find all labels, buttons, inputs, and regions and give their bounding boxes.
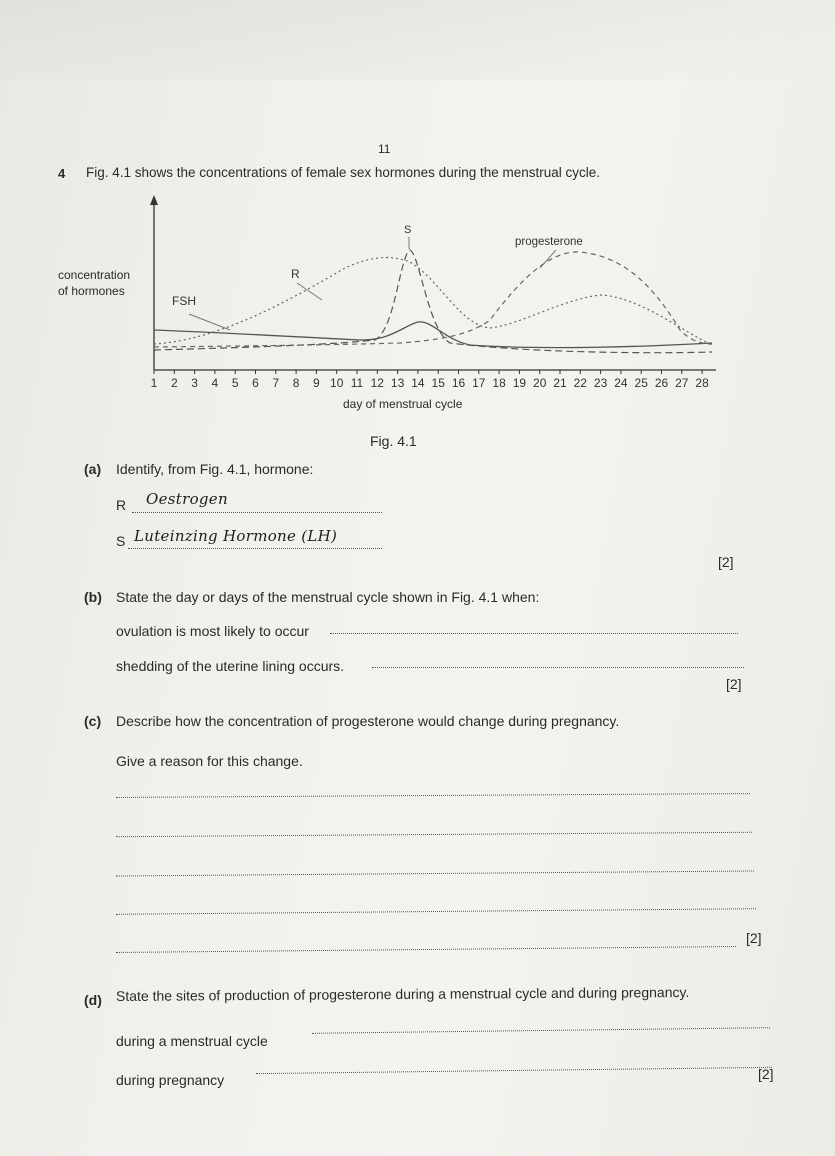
x-tick-label: 1 [150,376,158,390]
fsh-curve [154,322,712,348]
x-tick-label: 8 [292,376,300,390]
part-d-marks: [2] [758,1066,774,1082]
part-c-marks: [2] [746,930,762,946]
x-tick-label: 15 [431,376,445,390]
answer-line-ovulation[interactable] [330,633,738,634]
x-tick-label: 22 [573,376,587,390]
progesterone-label: progesterone [515,236,583,248]
answer-line-r[interactable] [132,512,382,513]
x-tick-label: 28 [695,376,709,390]
question-intro: Fig. 4.1 shows the concentrations of female sex hormones during the menstrual cycle. [86,165,601,180]
progesterone-curve [154,252,712,347]
x-tick-label: 27 [675,376,689,390]
x-tick-label: 12 [370,376,384,390]
s-curve [154,250,712,353]
r-pointer [297,283,322,300]
x-tick-label: 6 [252,376,259,390]
x-tick-label: 2 [170,376,178,390]
hormone-graph [0,0,835,430]
x-tick-label: 3 [191,376,198,390]
part-a-r-label: R [116,497,127,513]
y-axis-arrow [150,195,158,205]
part-d-line1-text: during a menstrual cycle [116,1033,268,1049]
part-b-label: (b) [84,589,102,605]
x-tick-label: 20 [533,376,547,390]
part-b-marks: [2] [726,676,742,692]
x-tick-label: 26 [654,376,669,390]
part-c-text2: Give a reason for this change. [116,753,303,769]
x-tick-label: 11 [350,376,364,390]
part-c-label: (c) [84,713,102,729]
fsh-pointer [189,314,230,330]
answer-line-shedding[interactable] [372,667,744,668]
answer-s: Luteinzing Hormone (LH) [134,527,338,545]
part-a-label: (a) [84,461,102,477]
part-d-text: State the sites of production of progesterone during a menstrual cycle and during pregnancy. [115,983,690,1004]
x-tick-label: 24 [614,376,628,390]
answer-r: Oestrogen [146,490,228,508]
progesterone-pointer [540,250,556,268]
x-axis-ticks [151,370,709,390]
part-b-line2-text: shedding of the uterine lining occurs. [116,658,345,674]
x-tick-label: 5 [231,376,239,390]
x-tick-label: 18 [492,376,506,390]
answer-line-s[interactable] [128,548,382,549]
x-tick-label: 13 [390,376,405,390]
x-tick-label: 16 [451,376,466,390]
x-tick-label: 4 [211,376,219,390]
x-tick-label: 21 [553,376,567,390]
part-d-line2-text: during pregnancy [116,1072,225,1088]
figure-caption: Fig. 4.1 [370,433,417,449]
part-d-label: (d) [84,992,102,1008]
x-tick-label: 9 [313,376,320,390]
x-tick-label: 23 [593,376,608,390]
r-curve [154,258,712,346]
x-tick-label: 7 [272,376,280,390]
r-label: R [291,267,300,281]
y-axis-label-line1: concentration [58,268,131,282]
page-number: 11 [378,142,391,156]
part-b-line1-text: ovulation is most likely to occur [116,623,309,639]
fsh-label: FSH [172,294,196,308]
x-tick-label: 25 [634,376,648,390]
x-tick-label: 14 [411,376,425,390]
x-tick-label: 10 [330,376,344,390]
part-a-marks: [2] [718,554,734,570]
part-b-text: State the day or days of the menstrual cycle shown in Fig. 4.1 when: [116,589,540,605]
x-tick-label: 17 [472,376,486,390]
y-axis-label-line2: of hormones [58,284,125,298]
question-number: 4 [58,166,66,181]
part-a-s-label: S [116,533,126,549]
x-tick-label: 19 [512,376,527,390]
s-label: S [404,224,412,236]
part-a-text: Identify, from Fig. 4.1, hormone: [116,461,314,477]
x-axis-label: day of menstrual cycle [343,397,463,411]
part-c-text: Describe how the concentration of progesterone would change during pregnancy. [116,713,620,729]
